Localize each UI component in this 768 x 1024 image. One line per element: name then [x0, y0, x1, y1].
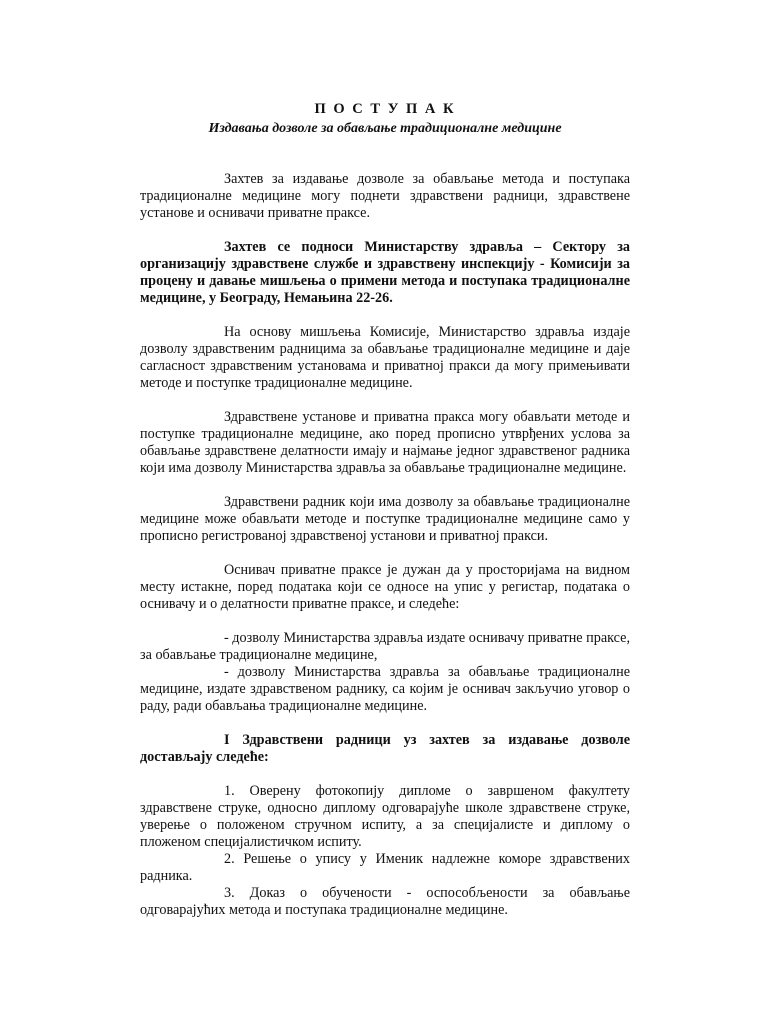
list-item-training-proof: 3. Доказ о обучености - оспособљености за обављање одговарајућих метода и поступака традиционалне медицине.	[140, 885, 630, 918]
document-title: П О С Т У П А К	[314, 101, 456, 117]
paragraph-application-who: Захтев за издавање дозволе за обављање метода и поступака традиционалне медицине могу поднети здравствени радници, здравствене установе и оснивачи приватне праксе.	[140, 171, 630, 221]
list-item-founder-permit: - дозволу Министарства здравља издате оснивачу приватне праксе, за обављање традиционалне медицине,	[140, 630, 630, 663]
section-heading-required-documents: I Здравствени радници уз захтев за издавање дозволе достављају следеће:	[140, 732, 630, 765]
list-item-chamber-registration: 2. Решење о упису у Именик надлежне коморе здравствених радника.	[140, 851, 630, 884]
paragraph-private-practice: Оснивач приватне праксе је дужан да у просторијама на видном месту истакне, поред података који се односе на упис у регистар, података о оснивачу и о делатности приватне праксе, и следеће:	[140, 562, 630, 612]
list-item-worker-permit: - дозволу Министарства здравља за обављање традиционалне медицине, издате здравственом раднику, са којим је оснивач закључио уговор о раду, ради обављања традиционалне медицине.	[140, 664, 630, 714]
document-subtitle: Издавања дозволе за обављање традиционалне медицине	[208, 121, 562, 136]
paragraph-ministry-permit: На основу мишљења Комисије, Министарство здравља издаје дозволу здравственим радницима за обављање традиционалне медицине и даје сагласност здравственим установама и приватној пракси да могу примењивати методе и поступке традиционалне медицине.	[140, 324, 630, 391]
paragraph-application-where: Захтев се подноси Министарству здравља – Сектору за организацију здравствене службе и здравствену инспекцију - Комисији за процену и давање мишљења о примени метода и поступака традиционалне медицине, у Београду, Немањина 22-26.	[140, 239, 630, 306]
paragraph-institutions: Здравствене установе и приватна пракса могу обављати методе и поступке традиционалне медицине, ако поред прописно утврђених услова за обављање здравствене делатности имају и најмање једног здравственог радника који има дозволу Министарства здравља за обављање традиционалне медицине.	[140, 409, 630, 476]
paragraph-health-worker: Здравствени радник који има дозволу за обављање традиционалне медицине може обављати методе и поступке традиционалне медицине само у прописно регистрованој здравственој установи и приватној пракси.	[140, 494, 630, 544]
list-item-diploma: 1. Оверену фотокопију дипломе о завршеном факултету здравствене струке, односно диплому одговарајуће школе здравствене струке, уверење о положеном стручном испиту, а за специјалисте и диплому о пложеном специјалистичком испиту.	[140, 783, 630, 850]
